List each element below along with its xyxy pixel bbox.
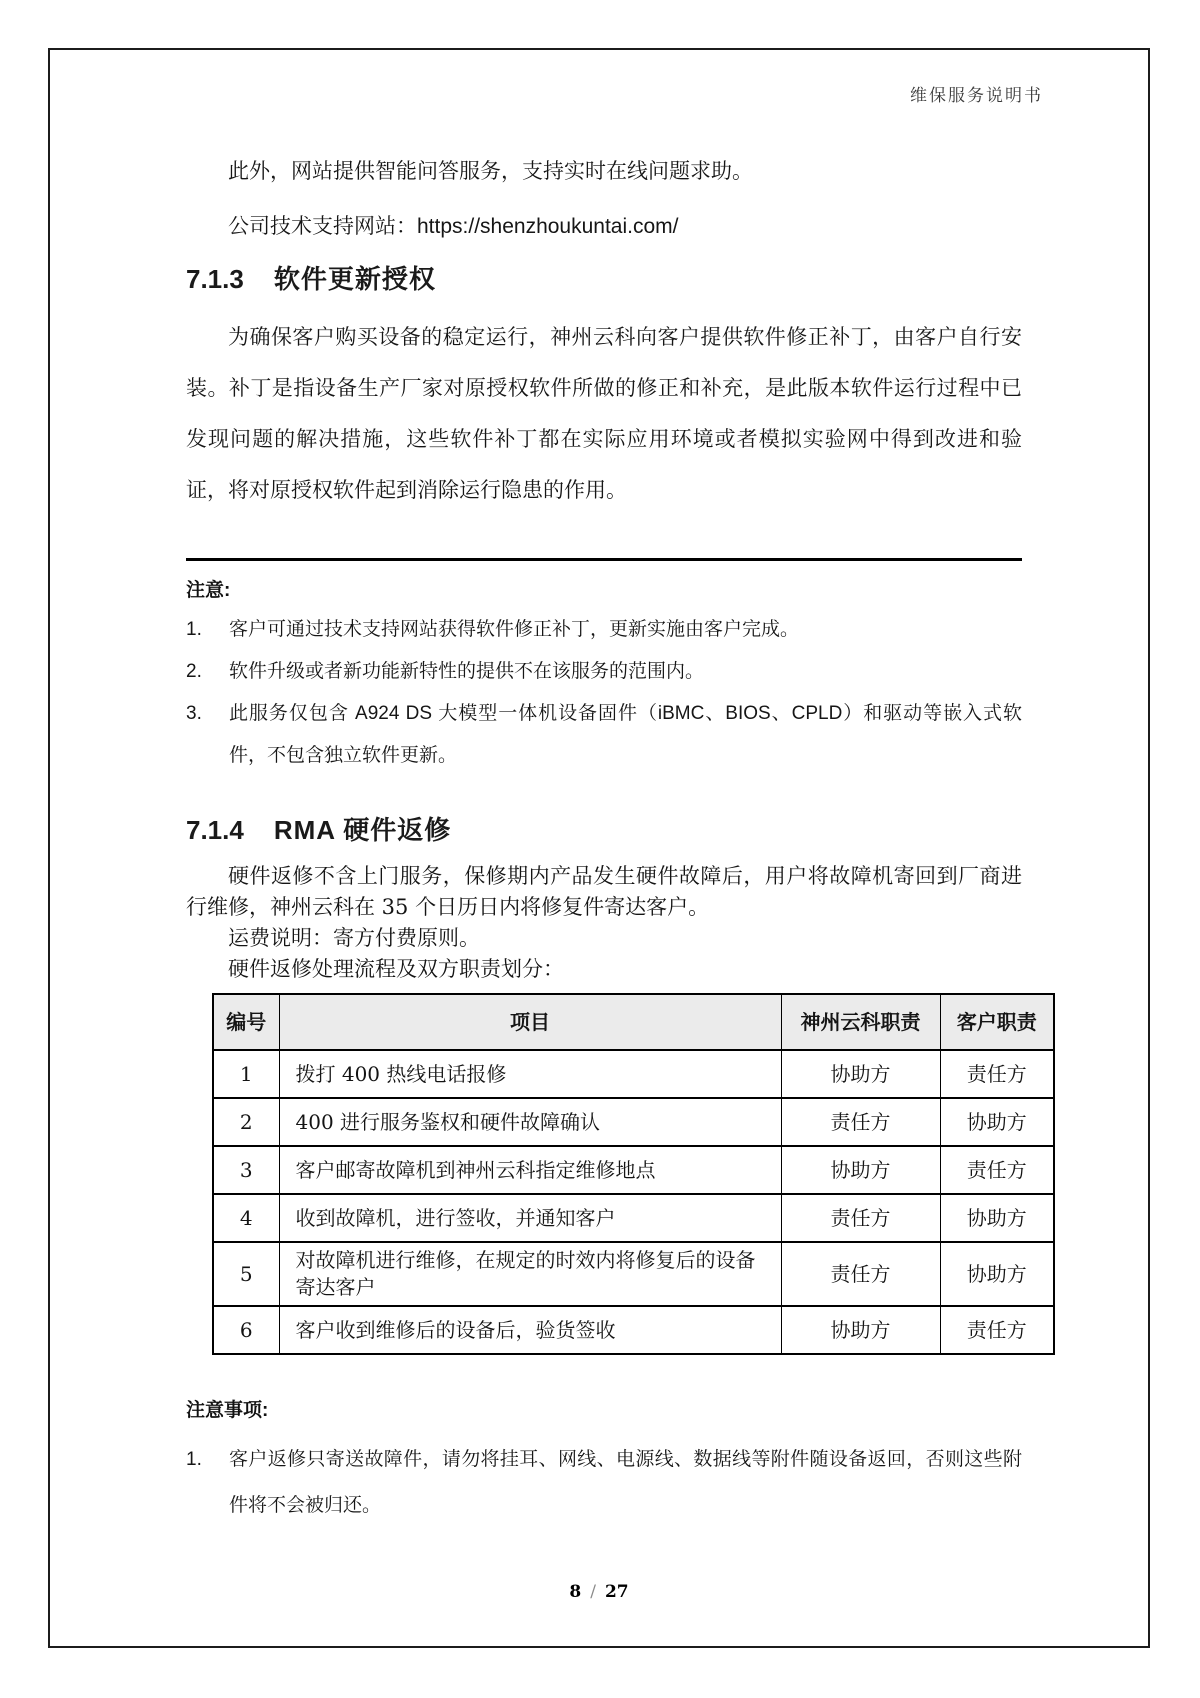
note-list-713 (186, 609, 1022, 777)
cell-number: 6 (213, 1306, 279, 1354)
rma-paragraph-2: 运费说明：寄方付费原则。 (228, 926, 480, 950)
list-item (186, 609, 1022, 651)
section-7-1-3-number: 7.1.3 (186, 264, 244, 294)
intro-paragraph-1: 此外，网站提供智能问答服务，支持实时在线问题求助。 (228, 160, 753, 183)
cell-vendor-duty: 责任方 (781, 1194, 940, 1242)
list-item-text: 软件升级或者新功能新特性的提供不在该服务的范围内。 (229, 661, 705, 682)
cautions-label: 注意事项: (186, 1400, 269, 1421)
cell-customer-duty: 协助方 (940, 1098, 1054, 1146)
cell-number: 1 (213, 1050, 279, 1098)
cell-customer-duty: 责任方 (940, 1146, 1054, 1194)
rma-responsibility-table (212, 993, 1055, 1355)
page-number-separator: / (590, 1582, 596, 1602)
table-row (213, 1242, 1054, 1306)
cell-vendor-duty: 协助方 (781, 1050, 940, 1098)
rma-paragraph-1: 硬件返修不含上门服务，保修期内产品发生硬件故障后，用户将故障机寄回到厂商进行维修，神州云科在 35 个日历日内将修复件寄达客户。 (186, 864, 1022, 919)
table-row (213, 1146, 1054, 1194)
support-site-label: 公司技术支持网站： (228, 215, 417, 238)
table-header-number: 编号 (213, 994, 279, 1050)
table-header-item: 项目 (279, 994, 781, 1050)
table-row (213, 1050, 1054, 1098)
section-7-1-4-number: 7.1.4 (186, 815, 244, 845)
page-number-total: 27 (604, 1582, 629, 1602)
cell-customer-duty: 协助方 (940, 1194, 1054, 1242)
table-row (213, 1194, 1054, 1242)
cell-vendor-duty: 协助方 (781, 1306, 940, 1354)
cell-number: 3 (213, 1146, 279, 1194)
rma-paragraph-3: 硬件返修处理流程及双方职责划分： (228, 957, 564, 981)
cell-vendor-duty: 责任方 (781, 1242, 940, 1306)
table-header-vendor-duty: 神州云科职责 (781, 994, 940, 1050)
cell-number: 4 (213, 1194, 279, 1242)
note-divider-rule (186, 558, 1022, 561)
cell-vendor-duty: 协助方 (781, 1146, 940, 1194)
table-header-customer-duty: 客户职责 (940, 994, 1054, 1050)
list-item-text: 此服务仅包含 A924 DS 大模型一体机设备固件（iBMC、BIOS、CPLD）和驱动等嵌入式软件，不包含独立软件更新。 (229, 703, 1022, 766)
rma-intro-block (186, 861, 1022, 985)
section-7-1-4-title: RMA 硬件返修 (273, 815, 452, 845)
section-7-1-3-body: 为确保客户购买设备的稳定运行，神州云科向客户提供软件修正补丁，由客户自行安装。补丁是指设备生产厂家对原授权软件所做的修正和补充，是此版本软件运行过程中已发现问题的解决措施，这些软件补丁都在实际应用环境或者模拟实验网中得到改进和验证，将对原授权软件起到消除运行隐患的作用。 (186, 326, 1022, 502)
support-site-url[interactable]: https://shenzhoukuntai.com/ (417, 215, 679, 238)
list-item-number: 1. (186, 1449, 202, 1470)
document-content (50, 157, 1148, 1529)
page-border (48, 48, 1150, 1648)
note-label: 注意: (186, 580, 231, 601)
cell-number: 2 (213, 1098, 279, 1146)
cell-number: 5 (213, 1242, 279, 1306)
list-item (186, 1437, 1022, 1529)
cell-item: 对故障机进行维修，在规定的时效内将修复后的设备寄达客户 (279, 1242, 781, 1306)
note-list-714 (186, 1437, 1022, 1529)
section-7-1-3-title: 软件更新授权 (273, 264, 436, 294)
header-title: 维保服务说明书 (910, 86, 1043, 106)
page-header (50, 50, 1148, 109)
table-row (213, 1098, 1054, 1146)
intro-paragraph-2 (186, 212, 1022, 242)
table-row (213, 1306, 1054, 1354)
page-footer (50, 1582, 1148, 1602)
cell-item: 收到故障机，进行签收，并通知客户 (279, 1194, 781, 1242)
list-item-text: 客户返修只寄送故障件，请勿将挂耳、网线、电源线、数据线等附件随设备返回，否则这些附件将不会被归还。 (229, 1449, 1022, 1516)
table-header-row (213, 994, 1054, 1050)
cell-item: 客户收到维修后的设备后，验货签收 (279, 1306, 781, 1354)
list-item (186, 651, 1022, 693)
list-item-number: 1. (186, 619, 202, 640)
list-item-number: 2. (186, 661, 202, 682)
cell-item: 拨打 400 热线电话报修 (279, 1050, 781, 1098)
section-7-1-3-heading (186, 262, 1022, 296)
cell-customer-duty: 协助方 (940, 1242, 1054, 1306)
cell-item: 400 进行服务鉴权和硬件故障确认 (279, 1098, 781, 1146)
list-item-number: 3. (186, 703, 202, 724)
list-item (186, 693, 1022, 777)
cell-customer-duty: 责任方 (940, 1050, 1054, 1098)
cell-vendor-duty: 责任方 (781, 1098, 940, 1146)
cell-customer-duty: 责任方 (940, 1306, 1054, 1354)
section-7-1-4-heading (186, 813, 1022, 847)
page-number-current: 8 (569, 1582, 582, 1602)
cell-item: 客户邮寄故障机到神州云科指定维修地点 (279, 1146, 781, 1194)
list-item-text: 客户可通过技术支持网站获得软件修正补丁，更新实施由客户完成。 (229, 619, 800, 640)
